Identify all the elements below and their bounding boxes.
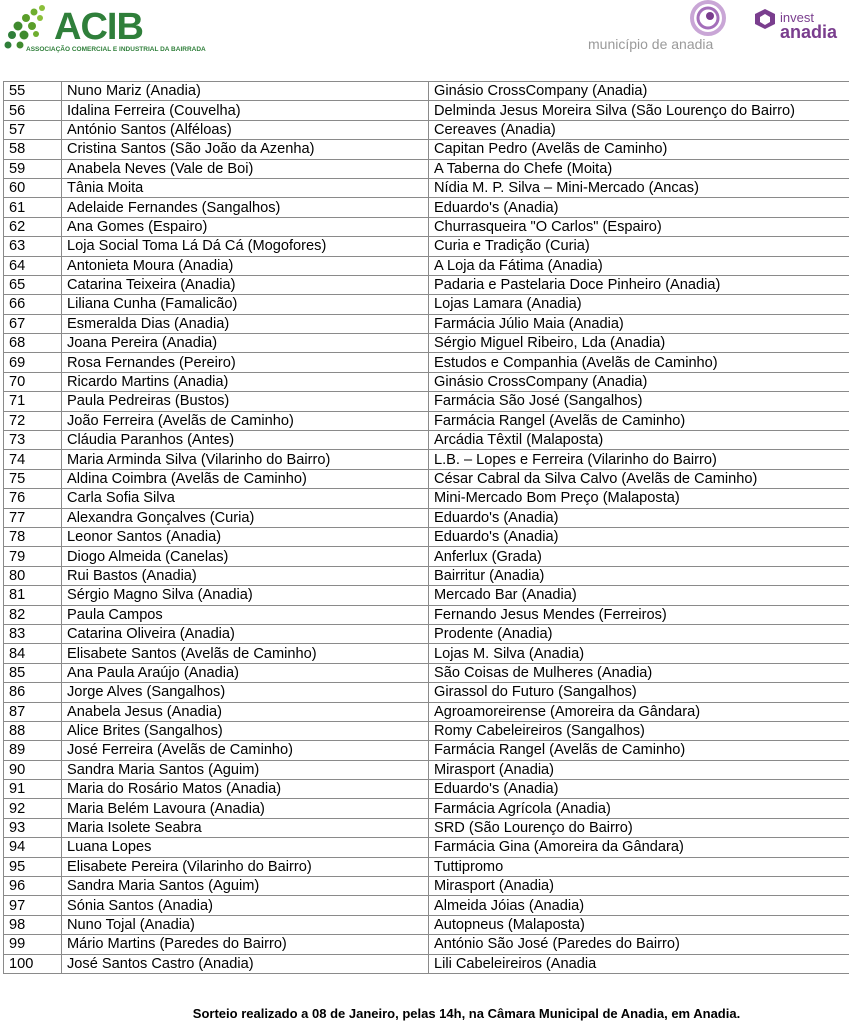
store-name: Autopneus (Malaposta) (429, 915, 849, 934)
row-number: 55 (4, 82, 62, 101)
participant-name: Mário Martins (Paredes do Bairro) (62, 935, 429, 954)
acib-logo-text: ACIB (54, 6, 143, 48)
table-row (4, 392, 849, 411)
row-number: 93 (4, 818, 62, 837)
participant-name: Nuno Mariz (Anadia) (62, 82, 429, 101)
participant-name: Maria Arminda Silva (Vilarinho do Bairro) (62, 450, 429, 469)
store-name: A Loja da Fátima (Anadia) (429, 256, 849, 275)
row-number: 85 (4, 663, 62, 682)
table-row (4, 237, 849, 256)
row-number: 80 (4, 566, 62, 585)
winners-table (3, 81, 849, 974)
participant-name: Liliana Cunha (Famalicão) (62, 295, 429, 314)
table-row (4, 450, 849, 469)
table-row (4, 411, 849, 430)
store-name: Farmácia Rangel (Avelãs de Caminho) (429, 741, 849, 760)
row-number: 61 (4, 198, 62, 217)
store-name: Agroamoreirense (Amoreira da Gândara) (429, 702, 849, 721)
store-name: Farmácia Júlio Maia (Anadia) (429, 314, 849, 333)
participant-name: Catarina Teixeira (Anadia) (62, 275, 429, 294)
store-name: Farmácia Gina (Amoreira da Gândara) (429, 838, 849, 857)
participant-name: Elisabete Pereira (Vilarinho do Bairro) (62, 857, 429, 876)
participant-name: Anabela Jesus (Anadia) (62, 702, 429, 721)
table-row (4, 896, 849, 915)
table-row (4, 741, 849, 760)
participant-name: Adelaide Fernandes (Sangalhos) (62, 198, 429, 217)
row-number: 56 (4, 101, 62, 120)
row-number: 69 (4, 353, 62, 372)
row-number: 87 (4, 702, 62, 721)
row-number: 78 (4, 527, 62, 546)
store-name: Padaria e Pastelaria Doce Pinheiro (Anadia) (429, 275, 849, 294)
store-name: Mercado Bar (Anadia) (429, 586, 849, 605)
store-name: Sérgio Miguel Ribeiro, Lda (Anadia) (429, 334, 849, 353)
row-number: 75 (4, 469, 62, 488)
table-row (4, 644, 849, 663)
row-number: 99 (4, 935, 62, 954)
store-name: Ginásio CrossCompany (Anadia) (429, 372, 849, 391)
participant-name: Paula Pedreiras (Bustos) (62, 392, 429, 411)
table-row (4, 954, 849, 973)
store-name: Eduardo's (Anadia) (429, 198, 849, 217)
row-number: 60 (4, 178, 62, 197)
table-row (4, 547, 849, 566)
participant-name: Luana Lopes (62, 838, 429, 857)
table-row (4, 101, 849, 120)
store-name: Girassol do Futuro (Sangalhos) (429, 683, 849, 702)
row-number: 70 (4, 372, 62, 391)
participant-name: Catarina Oliveira (Anadia) (62, 624, 429, 643)
municipio-logo (588, 0, 738, 58)
participant-name: Leonor Santos (Anadia) (62, 527, 429, 546)
participant-name: Anabela Neves (Vale de Boi) (62, 159, 429, 178)
store-name: São Coisas de Mulheres (Anadia) (429, 663, 849, 682)
invest-text: invest (780, 10, 814, 25)
row-number: 95 (4, 857, 62, 876)
row-number: 92 (4, 799, 62, 818)
table-row (4, 721, 849, 740)
store-name: Nídia M. P. Silva – Mini-Mercado (Ancas) (429, 178, 849, 197)
row-number: 76 (4, 489, 62, 508)
table-row (4, 489, 849, 508)
store-name: Capitan Pedro (Avelãs de Caminho) (429, 140, 849, 159)
store-name: Estudos e Companhia (Avelãs de Caminho) (429, 353, 849, 372)
acib-subtitle: ASSOCIAÇÃO COMERCIAL E INDUSTRIAL DA BAIRRADA (26, 46, 206, 53)
table-row (4, 624, 849, 643)
participant-name: Joana Pereira (Anadia) (62, 334, 429, 353)
participant-name: Carla Sofia Silva (62, 489, 429, 508)
store-name: Prodente (Anadia) (429, 624, 849, 643)
row-number: 57 (4, 120, 62, 139)
row-number: 67 (4, 314, 62, 333)
participant-name: Rui Bastos (Anadia) (62, 566, 429, 585)
table-row (4, 120, 849, 139)
participant-name: José Santos Castro (Anadia) (62, 954, 429, 973)
row-number: 96 (4, 877, 62, 896)
participant-name: José Ferreira (Avelãs de Caminho) (62, 741, 429, 760)
footer-text: Sorteio realizado a 08 de Janeiro, pelas 14h, na Câmara Municipal de Anadia, em Anadia. (192, 1006, 741, 1021)
store-name: A Taberna do Chefe (Moita) (429, 159, 849, 178)
table-row (4, 140, 849, 159)
participant-name: António Santos (Alféloas) (62, 120, 429, 139)
row-number: 88 (4, 721, 62, 740)
table-row (4, 799, 849, 818)
row-number: 83 (4, 624, 62, 643)
store-name: Eduardo's (Anadia) (429, 527, 849, 546)
store-name: Mini-Mercado Bom Preço (Malaposta) (429, 489, 849, 508)
row-number: 79 (4, 547, 62, 566)
table-row (4, 334, 849, 353)
participant-name: Jorge Alves (Sangalhos) (62, 683, 429, 702)
table-row (4, 877, 849, 896)
table-row (4, 527, 849, 546)
table-row (4, 760, 849, 779)
store-name: Lojas Lamara (Anadia) (429, 295, 849, 314)
row-number: 59 (4, 159, 62, 178)
row-number: 84 (4, 644, 62, 663)
participant-name: Ana Gomes (Espairo) (62, 217, 429, 236)
winners-table-body (4, 82, 849, 974)
participant-name: Tânia Moita (62, 178, 429, 197)
participant-name: Sandra Maria Santos (Aguim) (62, 877, 429, 896)
row-number: 58 (4, 140, 62, 159)
participant-name: Esmeralda Dias (Anadia) (62, 314, 429, 333)
row-number: 94 (4, 838, 62, 857)
participant-name: Maria Belém Lavoura (Anadia) (62, 799, 429, 818)
table-row (4, 353, 849, 372)
municipio-swirl-icon (688, 0, 728, 40)
table-row (4, 431, 849, 450)
invest-cube-icon (754, 8, 776, 30)
store-name: Eduardo's (Anadia) (429, 780, 849, 799)
row-number: 64 (4, 256, 62, 275)
table-row (4, 663, 849, 682)
store-name: Bairritur (Anadia) (429, 566, 849, 585)
participant-name: Antonieta Moura (Anadia) (62, 256, 429, 275)
row-number: 82 (4, 605, 62, 624)
table-row (4, 508, 849, 527)
participant-name: Alexandra Gonçalves (Curia) (62, 508, 429, 527)
row-number: 62 (4, 217, 62, 236)
row-number: 65 (4, 275, 62, 294)
participant-name: Aldina Coimbra (Avelãs de Caminho) (62, 469, 429, 488)
store-name: Fernando Jesus Mendes (Ferreiros) (429, 605, 849, 624)
invest-anadia-logo (752, 6, 844, 46)
row-number: 100 (4, 954, 62, 973)
participant-name: Diogo Almeida (Canelas) (62, 547, 429, 566)
municipio-text: município de anadia (588, 36, 714, 52)
table-row (4, 82, 849, 101)
participant-name: Alice Brites (Sangalhos) (62, 721, 429, 740)
participant-name: Cláudia Paranhos (Antes) (62, 431, 429, 450)
participant-name: Paula Campos (62, 605, 429, 624)
table-row (4, 256, 849, 275)
row-number: 81 (4, 586, 62, 605)
store-name: Mirasport (Anadia) (429, 877, 849, 896)
store-name: SRD (São Lourenço do Bairro) (429, 818, 849, 837)
participant-name: Ana Paula Araújo (Anadia) (62, 663, 429, 682)
store-name: Ginásio CrossCompany (Anadia) (429, 82, 849, 101)
participant-name: Sandra Maria Santos (Aguim) (62, 760, 429, 779)
store-name: Farmácia Agrícola (Anadia) (429, 799, 849, 818)
participant-name: Maria do Rosário Matos (Anadia) (62, 780, 429, 799)
row-number: 63 (4, 237, 62, 256)
table-row (4, 295, 849, 314)
participant-name: Ricardo Martins (Anadia) (62, 372, 429, 391)
page-header (0, 0, 849, 70)
participant-name: Cristina Santos (São João da Azenha) (62, 140, 429, 159)
participant-name: João Ferreira (Avelãs de Caminho) (62, 411, 429, 430)
table-row (4, 159, 849, 178)
participant-name: Sónia Santos (Anadia) (62, 896, 429, 915)
store-name: Farmácia Rangel (Avelãs de Caminho) (429, 411, 849, 430)
table-row (4, 178, 849, 197)
row-number: 98 (4, 915, 62, 934)
store-name: Delminda Jesus Moreira Silva (São Lourenço do Bairro) (429, 101, 849, 120)
row-number: 72 (4, 411, 62, 430)
row-number: 91 (4, 780, 62, 799)
row-number: 68 (4, 334, 62, 353)
participant-name: Sérgio Magno Silva (Anadia) (62, 586, 429, 605)
table-row (4, 915, 849, 934)
table-row (4, 372, 849, 391)
table-row (4, 586, 849, 605)
participant-name: Loja Social Toma Lá Dá Cá (Mogofores) (62, 237, 429, 256)
table-row (4, 838, 849, 857)
row-number: 90 (4, 760, 62, 779)
table-row (4, 469, 849, 488)
store-name: Mirasport (Anadia) (429, 760, 849, 779)
store-name: César Cabral da Silva Calvo (Avelãs de Caminho) (429, 469, 849, 488)
store-name: Arcádia Têxtil (Malaposta) (429, 431, 849, 450)
store-name: Cereaves (Anadia) (429, 120, 849, 139)
participant-name: Nuno Tojal (Anadia) (62, 915, 429, 934)
row-number: 77 (4, 508, 62, 527)
row-number: 66 (4, 295, 62, 314)
table-row (4, 857, 849, 876)
participant-name: Elisabete Santos (Avelãs de Caminho) (62, 644, 429, 663)
store-name: Tuttipromo (429, 857, 849, 876)
participant-name: Maria Isolete Seabra (62, 818, 429, 837)
store-name: Romy Cabeleireiros (Sangalhos) (429, 721, 849, 740)
store-name: L.B. – Lopes e Ferreira (Vilarinho do Bairro) (429, 450, 849, 469)
table-row (4, 702, 849, 721)
table-row (4, 275, 849, 294)
store-name: Churrasqueira "O Carlos" (Espairo) (429, 217, 849, 236)
row-number: 74 (4, 450, 62, 469)
store-name: Almeida Jóias (Anadia) (429, 896, 849, 915)
table-row (4, 566, 849, 585)
row-number: 86 (4, 683, 62, 702)
footer-note (0, 1006, 849, 1021)
store-name: Farmácia São José (Sangalhos) (429, 392, 849, 411)
row-number: 73 (4, 431, 62, 450)
table-row (4, 780, 849, 799)
table-row (4, 198, 849, 217)
table-row (4, 683, 849, 702)
table-row (4, 818, 849, 837)
participant-name: Rosa Fernandes (Pereiro) (62, 353, 429, 372)
row-number: 97 (4, 896, 62, 915)
table-row (4, 217, 849, 236)
store-name: Curia e Tradição (Curia) (429, 237, 849, 256)
row-number: 89 (4, 741, 62, 760)
store-name: Lili Cabeleireiros (Anadia (429, 954, 849, 973)
store-name: Lojas M. Silva (Anadia) (429, 644, 849, 663)
store-name: Eduardo's (Anadia) (429, 508, 849, 527)
table-row (4, 314, 849, 333)
store-name: António São José (Paredes do Bairro) (429, 935, 849, 954)
table-row (4, 935, 849, 954)
table-row (4, 605, 849, 624)
participant-name: Idalina Ferreira (Couvelha) (62, 101, 429, 120)
acib-logo (2, 2, 206, 58)
anadia-text: anadia (780, 22, 838, 42)
row-number: 71 (4, 392, 62, 411)
store-name: Anferlux (Grada) (429, 547, 849, 566)
